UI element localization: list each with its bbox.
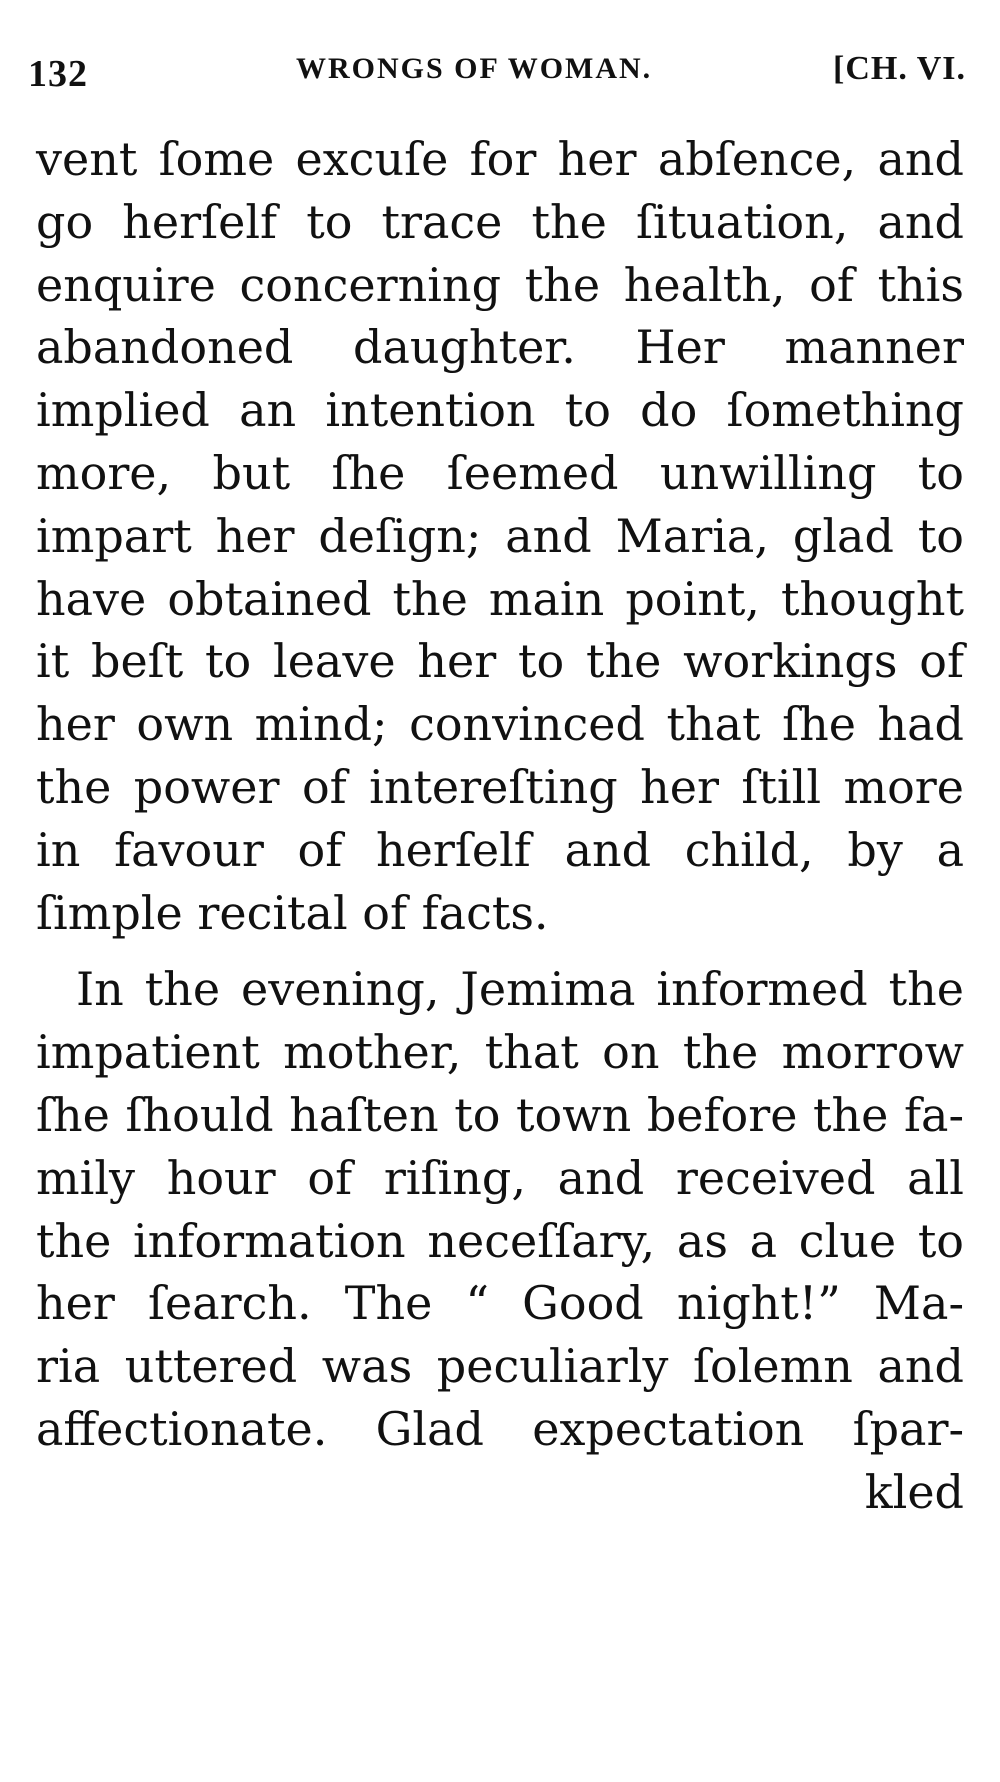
text-line: have obtained the main point, thought (36, 571, 964, 626)
text-line: in favour of herſelf and child, by a (36, 822, 964, 877)
text-line: enquire concerning the health, of this (36, 257, 964, 312)
text-line: affectionate. Glad expectation ſpar- (36, 1401, 964, 1456)
paragraph-2 (36, 958, 964, 1460)
text-line: abandoned daughter. Her manner (36, 320, 964, 375)
text-line: the information neceſſary, as a clue to (36, 1213, 964, 1268)
text-line: the power of intereſting her ſtill more (36, 759, 964, 814)
catchword: kled (864, 1464, 964, 1519)
text-line: impatient mother, that on the morrow (36, 1025, 964, 1080)
text-line: it beſt to leave her to the workings of (36, 634, 964, 689)
body-text (36, 128, 964, 1524)
text-line: mily hour of riſing, and received all (36, 1150, 964, 1205)
page-number: 132 (28, 53, 88, 95)
paragraph-spacer (36, 944, 964, 958)
text-line: In the evening, Jemima informed the (76, 962, 964, 1017)
text-line: more, but ſhe ſeemed unwilling to (36, 445, 964, 500)
text-line: ſimple recital of facts. (36, 885, 549, 940)
text-line: vent ſome excuſe for her abſence, and (36, 132, 964, 186)
text-line: her ſearch. The “ Good night!” Ma- (36, 1276, 964, 1331)
chapter-reference: [CH. VI. (833, 50, 966, 87)
text-line: ria uttered was peculiarly ſolemn and (36, 1339, 964, 1394)
paragraph-1 (36, 128, 964, 944)
running-title: WRONGS OF WOMAN. (296, 52, 653, 85)
text-line: her own mind; convinced that ſhe had (36, 697, 964, 752)
running-header (28, 42, 968, 102)
text-line: implied an intention to do ſomething (36, 383, 964, 438)
text-line: impart her deſign; and Maria, glad to (36, 508, 964, 563)
text-line: go herſelf to trace the ſituation, and (36, 194, 964, 249)
text-line: ſhe ſhould haſten to town before the fa- (36, 1087, 964, 1142)
